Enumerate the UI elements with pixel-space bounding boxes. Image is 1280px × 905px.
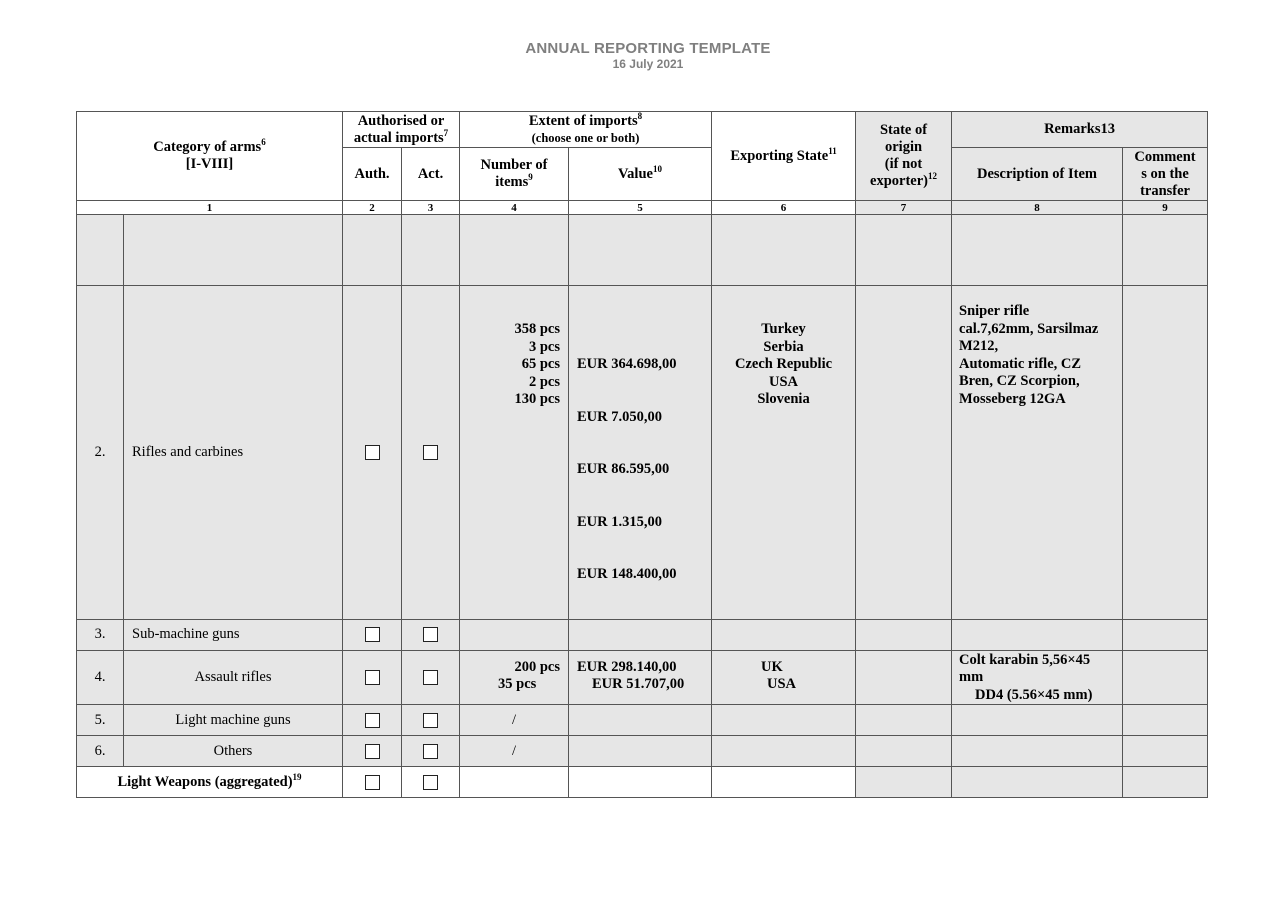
quantity-cell: 358 pcs 3 pcs 65 pcs 2 pcs 130 pcs	[460, 286, 569, 620]
header-category: Category of arms$^6$ [I-VIII]	[77, 112, 343, 201]
header-description: Description of Item	[952, 148, 1123, 201]
description-cell: Sniper rifle cal.7,62mm, Sarsilmaz M212, Automatic rifle, CZ Bren, CZ Scorpion, Mosseberg 12GA	[952, 286, 1123, 620]
act-checkbox[interactable]	[402, 767, 460, 798]
table-row-smg	[77, 619, 1208, 650]
row-label: Light machine guns	[124, 705, 343, 736]
row-number: 2.	[77, 286, 124, 620]
act-checkbox[interactable]	[402, 650, 460, 705]
column-number: 6	[712, 201, 856, 215]
header-state-of-origin: State of origin (if not exporter)$^{12}$	[856, 112, 952, 201]
header-comments: Comment s on the transfer	[1123, 148, 1208, 201]
table-row-rifles	[77, 286, 1208, 620]
header-auth: Auth.	[343, 148, 402, 201]
document-title: ANNUAL REPORTING TEMPLATE	[525, 40, 771, 57]
quantity-cell: /	[460, 736, 569, 767]
auth-checkbox[interactable]	[343, 650, 402, 705]
column-number: 5	[569, 201, 712, 215]
table-row-assault	[77, 650, 1208, 705]
table-row-light-weapons	[77, 767, 1208, 798]
auth-checkbox[interactable]	[343, 705, 402, 736]
act-checkbox[interactable]	[402, 736, 460, 767]
column-number: 9	[1123, 201, 1208, 215]
auth-checkbox[interactable]	[343, 767, 402, 798]
row-label: Assault rifles	[124, 650, 343, 705]
column-number: 1	[77, 201, 343, 215]
description-cell: Colt karabin 5,56×45 mm DD4 (5.56×45 mm)	[952, 650, 1123, 705]
header-remarks: Remarks13	[952, 112, 1208, 148]
auth-checkbox[interactable]	[343, 619, 402, 650]
row-label: Sub-machine guns	[124, 619, 343, 650]
auth-checkbox[interactable]	[343, 286, 402, 620]
value-cell: EUR 364.698,00 EUR 7.050,00 EUR 86.595,00 EUR 1.315,00 EUR 148.400,00	[569, 286, 712, 620]
header-number-of-items: Number of items$^9$	[460, 148, 569, 201]
row-label: Others	[124, 736, 343, 767]
row-number: 4.	[77, 650, 124, 705]
column-number: 8	[952, 201, 1123, 215]
row-number: 5.	[77, 705, 124, 736]
header-extent-group: Extent of imports$^8$ (choose one or both)	[460, 112, 712, 148]
table-row-lmg	[77, 705, 1208, 736]
act-checkbox[interactable]	[402, 619, 460, 650]
column-number: 3	[402, 201, 460, 215]
quantity-cell: 200 pcs 35 pcs	[460, 650, 569, 705]
value-cell: EUR 298.140,00 EUR 51.707,00	[569, 650, 712, 705]
document-date: 16 July 2021	[612, 57, 684, 71]
exporting-state-cell: Turkey Serbia Czech Republic USA Slovenia	[712, 286, 856, 620]
column-number: 7	[856, 201, 952, 215]
table-row	[77, 215, 1208, 286]
row-label: Rifles and carbines	[124, 286, 343, 620]
header-exporting-state: Exporting State$^{11}$	[712, 112, 856, 201]
quantity-cell: /	[460, 705, 569, 736]
exporting-state-cell: UK USA	[712, 650, 856, 705]
row-number: 6.	[77, 736, 124, 767]
column-number: 4	[460, 201, 569, 215]
header-act: Act.	[402, 148, 460, 201]
act-checkbox[interactable]	[402, 286, 460, 620]
table-row-others	[77, 736, 1208, 767]
header-authorised-group: Authorised or actual imports$^7$	[343, 112, 460, 148]
reporting-table	[76, 111, 1208, 798]
document-header	[0, 40, 1280, 71]
row-label-light-weapons: Light Weapons (aggregated)$^{19}$	[77, 767, 343, 798]
auth-checkbox[interactable]	[343, 736, 402, 767]
header-value: Value$^{10}$	[569, 148, 712, 201]
row-number: 3.	[77, 619, 124, 650]
column-number: 2	[343, 201, 402, 215]
act-checkbox[interactable]	[402, 705, 460, 736]
